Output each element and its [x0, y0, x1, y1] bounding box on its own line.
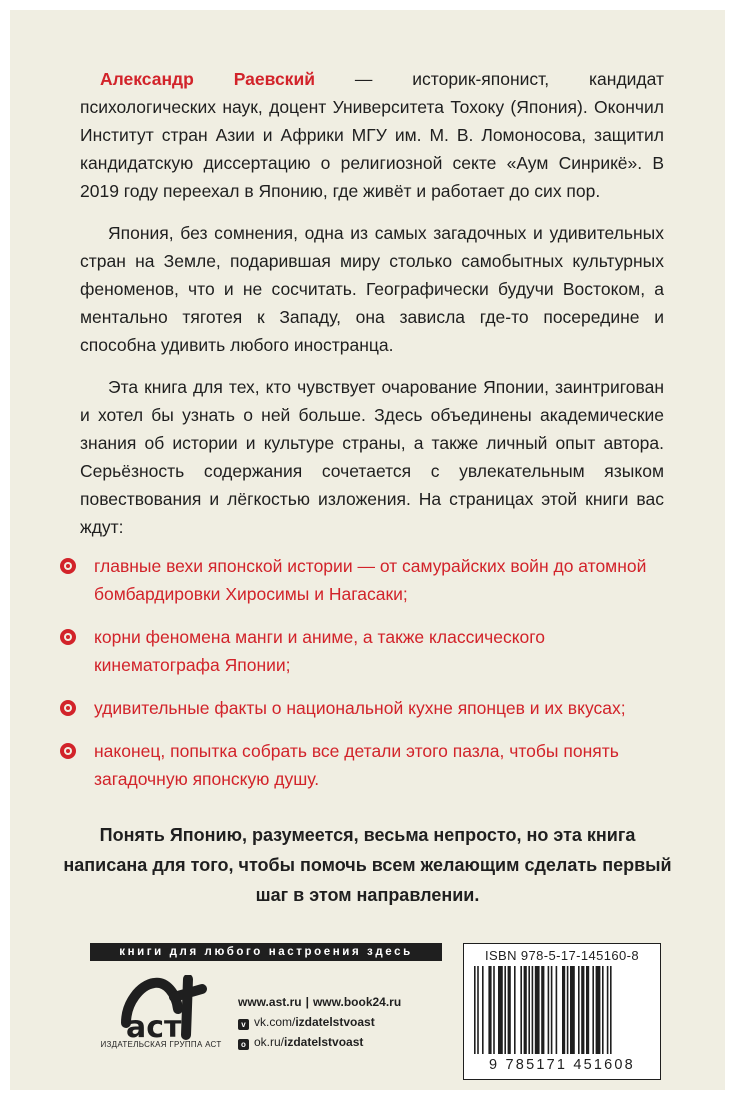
website-link-book24[interactable]: www.book24.ru — [312, 995, 402, 1009]
barcode-bar — [541, 966, 544, 1054]
barcode-bar — [514, 966, 516, 1054]
barcode-bar — [477, 966, 479, 1054]
slogan-bar: книги для любого настроения здесь — [90, 943, 442, 961]
barcode-bar — [482, 966, 484, 1054]
list-item: главные вехи японской истории — от самурайских войн до атомной бомбардировки Хиросимы и Нагасаки; — [60, 552, 665, 608]
bullet-icon — [60, 629, 76, 645]
ok-icon: o — [238, 1039, 249, 1050]
link-separator: | — [305, 995, 309, 1009]
logo-text: аст — [126, 1010, 182, 1045]
barcode-bar — [586, 966, 589, 1054]
barcode-bar — [602, 966, 604, 1054]
vk-icon: v — [238, 1019, 249, 1030]
barcode-bar — [567, 966, 569, 1054]
publisher-logo — [92, 975, 232, 1065]
bullet-icon — [60, 558, 76, 574]
barcode-bar — [607, 966, 609, 1054]
bullet-icon — [60, 700, 76, 716]
barcode-bar — [551, 966, 553, 1054]
barcode-bar — [532, 966, 534, 1054]
website-link-ast[interactable]: www.ast.ru — [238, 995, 302, 1009]
author-paragraph — [80, 65, 664, 205]
book-paragraph: Эта книга для тех, кто чувствует очарование Японии, заинтригован и хотел бы узнать о ней больше. Здесь объединены академические знания об истории и культуре страны, а также личный опыт автора. Серьёзность содержания сочетается с увлекательным языком повествования и лёгкостью изложения. На страницах этой книги вас ждут: — [80, 377, 664, 537]
barcode-bar — [556, 966, 558, 1054]
bullet-icon — [60, 743, 76, 759]
highlights-list — [60, 552, 665, 808]
list-item: наконец, попытка собрать все детали этого пазла, чтобы понять загадочную японскую душу. — [60, 737, 665, 793]
barcode-bar — [504, 966, 506, 1054]
barcode-bar — [520, 966, 522, 1054]
ok-line[interactable]: o ok.ru/izdatelstvoast — [238, 1032, 401, 1052]
isbn-number: ISBN 978-5-17-145160-8 — [484, 948, 640, 963]
vk-line[interactable]: v vk.com/izdatelstvoast — [238, 1012, 401, 1032]
isbn-barcode — [463, 943, 661, 1080]
barcode-bar — [535, 966, 540, 1054]
barcode-bar — [570, 966, 575, 1054]
barcode-digits: 9 785171 451608 — [489, 1057, 635, 1073]
barcode-bar — [508, 966, 511, 1054]
closing-statement: Понять Японию, разумеется, весьма непросто, но эта книга написана для того, чтобы помочь всем желающим сделать первый шаг в этом направлении. — [63, 825, 672, 905]
websites-line — [238, 992, 401, 1012]
publisher-links — [238, 992, 401, 1052]
barcode-bar — [578, 966, 580, 1054]
barcode-bar — [592, 966, 594, 1054]
barcode-bar — [610, 966, 612, 1054]
author-name: Александр Раевский — [100, 69, 315, 89]
barcode-bar — [498, 966, 503, 1054]
list-item: удивительные факты о национальной кухне японцев и их вкусах; — [60, 694, 665, 722]
barcode-bar — [493, 966, 495, 1054]
barcode-bar — [581, 966, 584, 1054]
barcode-bar — [524, 966, 527, 1054]
description-text — [80, 65, 664, 555]
japan-paragraph: Япония, без сомнения, одна из самых загадочных и удивительных стран на Земле, подарившая миру столько самобытных культурных феноменов, что и не сосчитать. Географически будучи Востоком, а ментально тяготея к Западу, она зависла где-то посередине и способна удивить любого иностранца. — [80, 223, 664, 355]
barcode-bars — [472, 966, 654, 1058]
barcode-bar — [548, 966, 550, 1054]
barcode-bar — [528, 966, 530, 1054]
barcode-bar — [488, 966, 491, 1054]
barcode-bar — [474, 966, 476, 1054]
barcode-bar — [596, 966, 601, 1054]
list-item: корни феномена манги и аниме, а также классического кинематографа Японии; — [60, 623, 665, 679]
barcode-bar — [562, 966, 565, 1054]
author-bio: — историк-японист, кандидат психологических наук, доцент Университета Тохоку (Япония). Окончил Институт стран Азии и Африки МГУ им. М. В. Ломоносова, защитил кандидатскую диссертацию о религиозной секте «Аум Синрикё». В 2019 году переехал в Японию, где живёт и работает до сих пор. — [80, 69, 665, 201]
publisher-caption: ИЗДАТЕЛЬСКАЯ ГРУППА АСТ — [100, 1040, 222, 1049]
